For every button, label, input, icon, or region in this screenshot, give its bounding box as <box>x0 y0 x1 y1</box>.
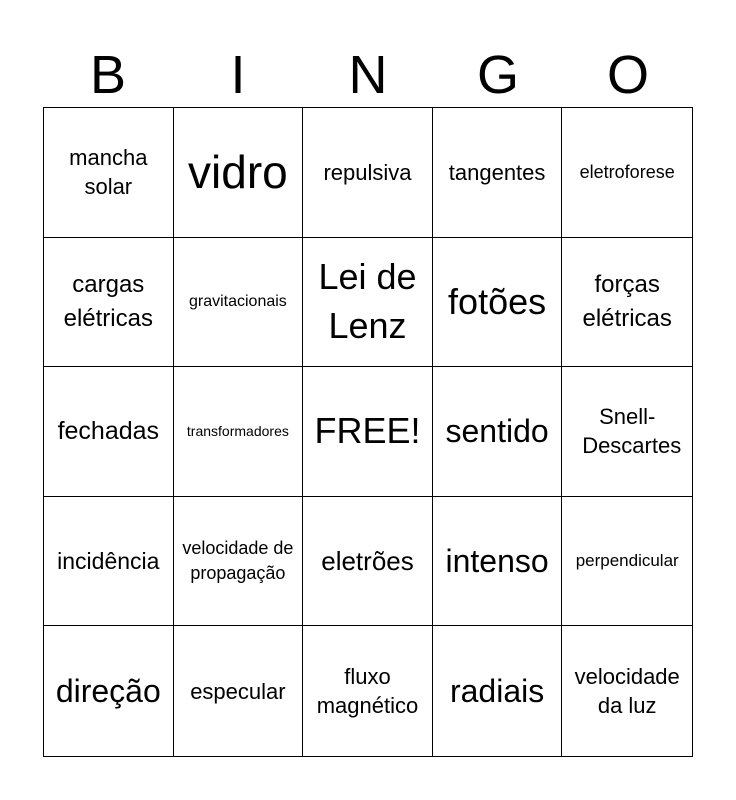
cell-text: especular <box>190 678 286 704</box>
bingo-cell <box>303 497 433 627</box>
bingo-cell <box>562 108 692 238</box>
bingo-cell <box>433 626 563 756</box>
bingo-cell <box>562 367 692 497</box>
bingo-cell <box>174 108 304 238</box>
bingo-cell <box>174 238 304 368</box>
cell-text: velocidade de propagação <box>182 537 294 584</box>
cell-text: fotões <box>448 280 547 322</box>
bingo-cell <box>44 367 174 497</box>
cell-text: vidro <box>188 146 288 198</box>
cell-text: sentido <box>445 413 549 450</box>
header-letter-n: N <box>348 45 388 105</box>
bingo-cell <box>562 238 692 368</box>
cell-text: eletroforese <box>579 161 675 182</box>
bingo-cell <box>174 626 304 756</box>
bingo-cell <box>44 497 174 627</box>
header-letter-b: B <box>89 45 127 105</box>
cell-text: repulsiva <box>323 159 412 185</box>
header-letter-o: O <box>606 45 649 105</box>
bingo-cell <box>303 238 433 368</box>
cell-text: fluxo magnético <box>316 663 419 719</box>
header-letter-i: I <box>230 45 246 105</box>
cell-text: Lei de Lenz <box>318 256 417 346</box>
bingo-cell <box>174 367 304 497</box>
bingo-cell <box>433 367 563 497</box>
cell-text: incidência <box>57 547 160 574</box>
bingo-grid <box>43 107 693 757</box>
cell-text: gravitacionais <box>188 292 287 310</box>
cell-text: cargas elétricas <box>63 271 153 332</box>
cell-text: intenso <box>445 542 549 579</box>
cell-text: eletrões <box>321 545 414 576</box>
cell-text: tangentes <box>448 159 546 185</box>
bingo-cell <box>303 108 433 238</box>
cell-text: FREE! <box>314 410 421 452</box>
bingo-cell <box>44 238 174 368</box>
cell-text: Snell-Descartes <box>582 403 682 459</box>
cell-text: perpendicular <box>575 551 679 571</box>
header-letter-g: G <box>476 45 519 105</box>
bingo-cell <box>562 626 692 756</box>
cell-text: mancha solar <box>69 145 148 200</box>
bingo-cell <box>44 626 174 756</box>
bingo-header <box>43 44 693 106</box>
bingo-cell <box>433 238 563 368</box>
bingo-cell <box>303 626 433 756</box>
cell-text: transformadores <box>186 423 289 440</box>
bingo-cell <box>562 497 692 627</box>
cell-text: direção <box>55 673 161 709</box>
cell-text: fechadas <box>57 416 160 445</box>
bingo-cell <box>433 497 563 627</box>
cell-text: radiais <box>449 673 545 709</box>
bingo-cell <box>303 367 433 497</box>
bingo-cell <box>44 108 174 238</box>
cell-text: forças elétricas <box>582 271 672 332</box>
cell-text: velocidade da luz <box>574 663 680 719</box>
bingo-cell <box>433 108 563 238</box>
bingo-cell <box>174 497 304 627</box>
